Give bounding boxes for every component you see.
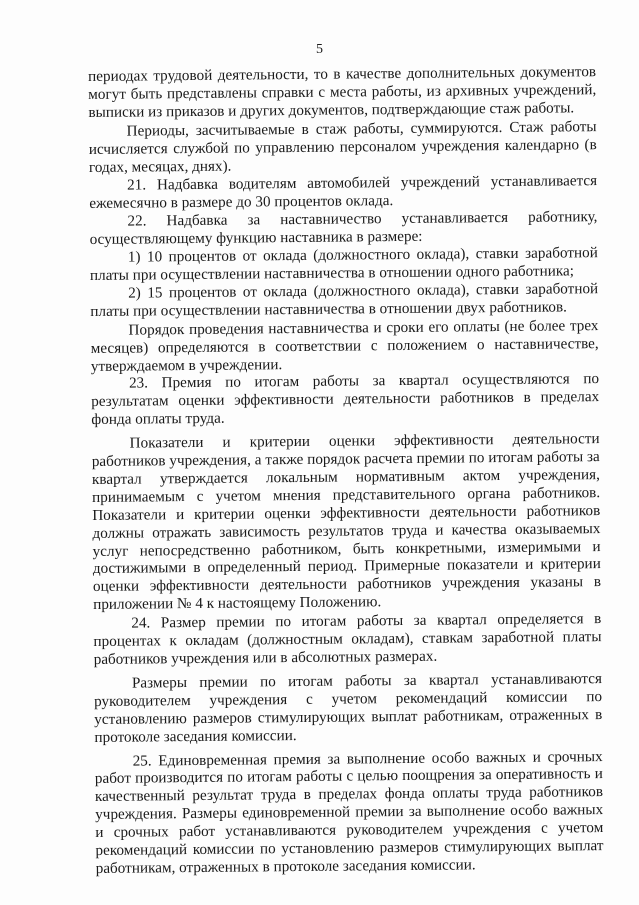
paragraph-24-bonus-size: 24. Размер премии по итогам работы за квартал определяется в процентах к окладам (должностным окладам), ставкам заработной платы работников учреждения или в абсолютных размерах. bbox=[93, 610, 602, 668]
page-number: 5 bbox=[316, 42, 323, 57]
paragraph-22-mentorship-bonus: 22. Надбавка за наставничество устанавливается работнику, осуществляющему функцию наставника в размере: bbox=[89, 208, 598, 249]
paragraph-mentorship-procedure: Порядок проведения наставничества и сроки его оплаты (не более трех месяцев) определяются в соответствии с положением о наставничестве, утверждаемом в учреждении. bbox=[90, 316, 599, 375]
paragraph-bonus-approval: Размеры премии по итогам работы за квартал устанавливаются руководителем учреждения с учетом рекомендаций комиссии по установлению размеров стимулирующих выплат работникам, отраженных в протоколе заседания комиссии. bbox=[93, 670, 603, 746]
paragraph-performance-criteria: Показатели и критерии оценки эффективности деятельности работников учреждения, а также порядок расчета премии по итогам работы за квартал утверждается локальным нормативным актом учреждения, принимаемым с учетом мнения представительного органа работников. Показатели и критерии оценки эффективности деятельности работников должны отражать зависимость результатов труда и качества оказываемых услуг непосредственно работником, быть конкретными, измеримыми и достижимыми в определенный период. Примерные показатели и критерии оценки эффективности деятельности работников учреждения указаны в приложении № 4 к настоящему Положению. bbox=[91, 430, 602, 614]
paragraph-work-periods: Периоды, засчитываемые в стаж работы, суммируются. Стаж работы исчисляется службой по управлению персоналом учреждения календарно (в годах, месяцах, днях). bbox=[88, 117, 597, 176]
paragraph-25-one-time-bonus: 25. Единовременная премия за выполнение особо важных и срочных работ производится по итогам работы с целью поощрения за оперативность и качественный результат труда в пределах фонда оплаты труда работников учреждения. Размеры единовременной премии за выполнение особо важных и срочных работ устанавливаются руководителем учреждения с учетом рекомендаций комиссии по установлению размеров стимулирующих выплат работникам, отраженных в протоколе заседания комиссии. bbox=[94, 747, 604, 877]
document-body bbox=[88, 63, 604, 878]
paragraph-23-quarterly-bonus: 23. Премия по итогам работы за квартал осуществляются по результатам оценки эффективности деятельности работников в пределах фонда оплаты труда. bbox=[91, 370, 600, 429]
paragraph-continuation: периодах трудовой деятельности, то в качестве дополнительных документов могут быть представлены справки с места работы, из архивных учреждений, выписки из приказов и других документов, подтверждающие стаж работы. bbox=[88, 63, 597, 121]
paragraph-21-drivers-bonus: 21. Надбавка водителям автомобилей учреждений устанавливается ежемесячно в размере до 30 процентов оклада. bbox=[89, 172, 598, 213]
list-item-mentorship-two: 2) 15 процентов от оклада (должностного оклада), ставки заработной платы при осуществлении наставничества в отношении двух работников. bbox=[90, 279, 599, 320]
list-item-mentorship-one: 1) 10 процентов от оклада (должностного оклада), ставки заработной платы при осуществлении наставничества в отношении одного работника; bbox=[89, 244, 598, 284]
